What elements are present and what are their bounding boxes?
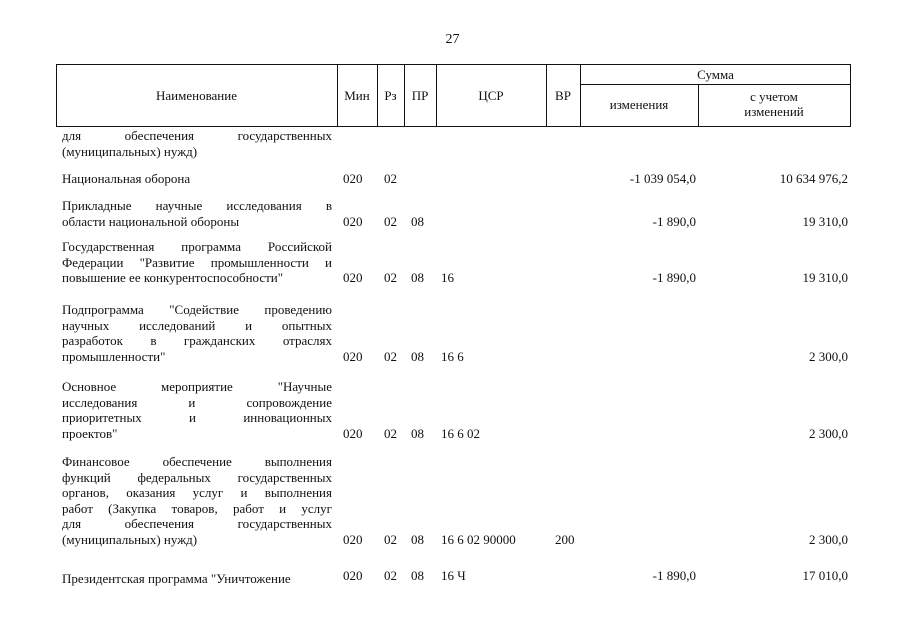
header-min: Мин (344, 88, 370, 103)
row-name-line: функций федеральных государственных (62, 469, 332, 485)
row-name-line: Прикладные научные исследования в (62, 198, 332, 213)
row-rz: 02 (384, 213, 397, 229)
row-name-line: Национальная оборона (62, 171, 191, 186)
row-name (62, 128, 332, 159)
row-csr: 16 (441, 270, 454, 286)
header-csr: ЦСР (478, 88, 504, 103)
row-rz: 02 (384, 171, 397, 186)
header-with-change-line1: с учетом (750, 89, 798, 104)
row-name (62, 571, 332, 587)
header-with-change (698, 89, 850, 119)
row-total: 17 010,0 (802, 568, 848, 583)
row-name-line: разработок в гражданских отраслях (62, 333, 332, 349)
row-name (62, 171, 332, 187)
row-min: 020 (343, 532, 363, 547)
row-name (62, 454, 332, 548)
row-pr: 08 (411, 532, 424, 547)
row-csr: 16 6 02 90000 (441, 532, 516, 547)
row-name-line: области национальной обороны (62, 213, 240, 229)
header-vr: ВР (555, 88, 571, 103)
row-rz: 02 (384, 568, 397, 583)
row-pr: 08 (411, 270, 424, 286)
header-sum: Сумма (697, 67, 734, 82)
row-min: 020 (343, 568, 363, 583)
row-name-line: (муниципальных) нужд) (62, 143, 198, 159)
row-change: -1 890,0 (652, 568, 696, 583)
row-name-line: Основное мероприятие "Научные (62, 379, 332, 394)
row-name (62, 379, 332, 441)
row-name-line: проектов" (62, 425, 118, 441)
row-change: -1 890,0 (652, 270, 696, 286)
row-total: 2 300,0 (809, 425, 848, 441)
row-name (62, 239, 332, 286)
row-name-line: Государственная программа Российской (62, 239, 332, 254)
row-csr: 16 6 (441, 348, 464, 364)
row-name-line: исследования и сопровождение (62, 394, 332, 410)
row-name-line: органов, оказания услуг и выполнения (62, 485, 332, 501)
row-rz: 02 (384, 348, 397, 364)
row-min: 020 (343, 270, 363, 286)
row-name-line: работ (Закупка товаров, работ и услуг (62, 500, 332, 516)
row-csr: 16 6 02 (441, 425, 480, 441)
row-pr: 08 (411, 213, 424, 229)
row-pr: 08 (411, 568, 424, 583)
header-change: изменения (609, 97, 669, 112)
row-name-line: Президентская программа "Уничтожение (62, 571, 291, 586)
row-min: 020 (343, 213, 363, 229)
row-vr: 200 (555, 532, 575, 547)
row-change: -1 039 054,0 (629, 171, 696, 186)
row-csr: 16 Ч (441, 568, 466, 583)
row-pr: 08 (411, 425, 424, 441)
row-name-line: промышленности" (62, 348, 166, 364)
row-rz: 02 (384, 425, 397, 441)
header-with-change-line2: изменений (744, 104, 804, 119)
row-min: 020 (343, 348, 363, 364)
row-min: 020 (343, 425, 363, 441)
page-number: 27 (445, 32, 460, 47)
row-name-line: Федерации "Развитие промышленности и (62, 254, 332, 270)
row-name-line: для обеспечения государственных (62, 516, 332, 532)
row-min: 020 (343, 171, 363, 186)
row-pr: 08 (411, 348, 424, 364)
row-name-line: повышение ее конкурентоспособности" (62, 270, 284, 286)
header-pr: ПР (411, 88, 429, 103)
row-total: 2 300,0 (809, 532, 848, 547)
table-header (56, 64, 851, 126)
row-rz: 02 (384, 270, 397, 286)
row-total: 10 634 976,2 (779, 171, 848, 186)
row-total: 19 310,0 (802, 270, 848, 286)
row-name-line: (муниципальных) нужд) (62, 531, 198, 547)
row-name-line: приоритетных и инновационных (62, 410, 332, 426)
row-rz: 02 (384, 532, 397, 547)
header-rz: Рз (384, 88, 397, 103)
row-name (62, 198, 332, 229)
row-name-line: Финансовое обеспечение выполнения (62, 454, 332, 469)
row-name-line: научных исследований и опытных (62, 317, 332, 333)
row-name-line: для обеспечения государственных (62, 128, 332, 143)
row-total: 2 300,0 (809, 348, 848, 364)
row-total: 19 310,0 (802, 213, 848, 229)
row-name (62, 302, 332, 364)
row-name-line: Подпрограмма "Содействие проведению (62, 302, 332, 317)
header-name: Наименование (156, 88, 237, 103)
row-change: -1 890,0 (652, 213, 696, 229)
